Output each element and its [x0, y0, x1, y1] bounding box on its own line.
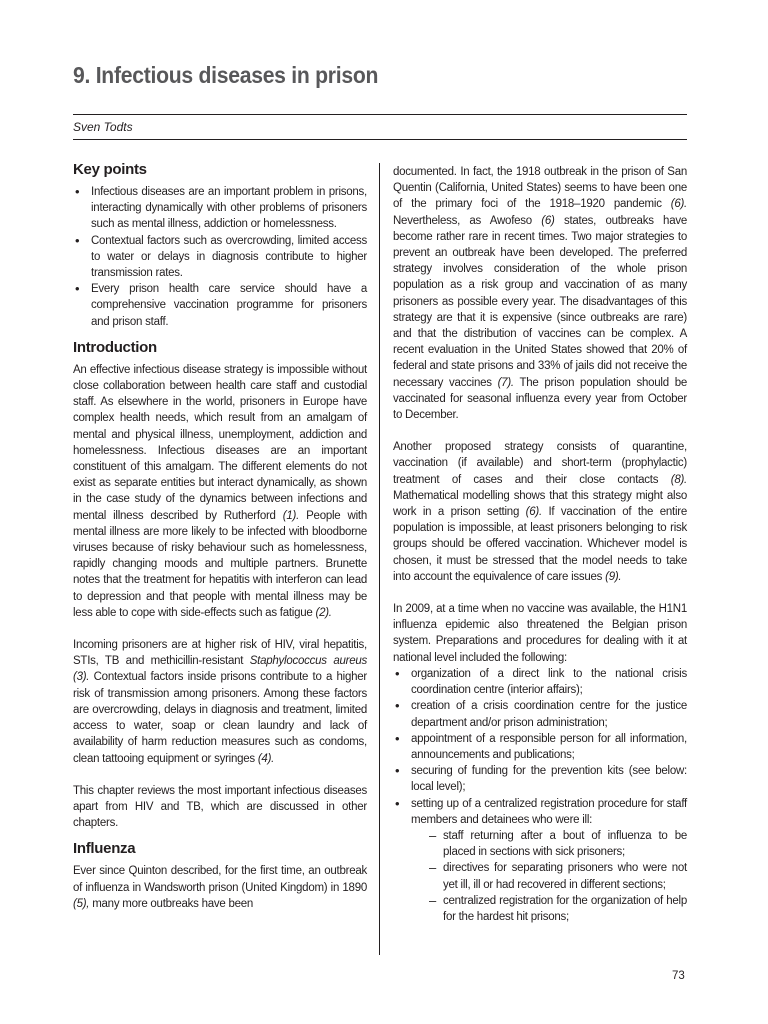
title-rule-bottom: [73, 139, 687, 140]
registration-sublist: [411, 828, 687, 925]
key-point-item: • Contextual factors such as overcrowding, limited access to water or delays in diagnosis contribute to higher transmission rates.: [73, 233, 367, 282]
preparation-item: • appointment of a responsible person for all information, announcements and publications;: [393, 731, 687, 763]
key-point-item: • Infectious diseases are an important problem in prisons, interacting dynamically with other problems of prisoners such as mental illness, addiction or homelessness.: [73, 184, 367, 233]
reference: (5),: [73, 897, 90, 910]
registration-subitem: – staff returning after a bout of influenza to be placed in sections with sick prisoners;: [429, 828, 687, 860]
right-column: [393, 164, 687, 925]
introduction-paragraph: This chapter reviews the most important infectious diseases apart from HIV and TB, which are discussed in other chapters.: [73, 784, 367, 830]
reference: (7).: [497, 376, 514, 389]
column-divider: [379, 163, 380, 955]
reference: (8).: [670, 473, 687, 486]
preparations-list: [393, 666, 687, 925]
reference: (6): [541, 214, 555, 227]
introduction-paragraph: Incoming prisoners are at higher risk of HIV, viral hepatitis, STIs, TB and methicillin-resistant Staphylococcus aureus (3). Contextual factors inside prisons contribute to a higher risk of transmission among prisoners. Among these factors are overcrowding, delays in diagnosis and treatment, limited access to water, soap or clean laundry and lack of availability of harm reduction measures such as condoms, clean tattooing equipment or syringes (4).: [73, 639, 367, 765]
influenza-paragraph: Another proposed strategy consists of quarantine, vaccination (if available) and short-term (prophylactic) treatment of cases and their close contacts (8). Mathematical modelling shows that this strategy might also work in a prison setting (6). If vaccination of the entire population is impossible, at least prisoners belonging to risk groups should be offered vaccination. Whichever model is chosen, it must be stressed that the model needs to take into account the equivalence of care issues (9).: [393, 441, 687, 583]
species-name: Staphylococcus aureus (3).: [73, 655, 367, 684]
author-name: Sven Todts: [73, 120, 133, 134]
key-points-list: [73, 184, 367, 330]
title-rule-top: [73, 114, 687, 115]
reference: (4).: [257, 752, 275, 765]
preparation-item: • creation of a crisis coordination centre for the justice department and/or prison administration;: [393, 698, 687, 730]
reference: (9).: [605, 570, 622, 583]
registration-subitem: – centralized registration for the organization of help for the hardest hit prisons;: [429, 893, 687, 925]
reference: (2).: [315, 606, 332, 619]
registration-subitem: – directives for separating prisoners who were not yet ill, ill or had recovered in different sections;: [429, 860, 687, 892]
introduction-paragraph: An effective infectious disease strategy is impossible without close collaboration between health care staff and custodial staff. As elsewhere in the world, prisoners in Europe have complex health needs, which result from an amalgam of mental and physical illness, unemployment, addiction and homelessness. Infectious diseases are an important constituent of this amalgam. The different elements do not exist as separate entities but interact dynamically, as shown in the case study of the dynamics between infections and mental illness described by Rutherford (1). People with mental illness are more likely to be infected with bloodborne viruses because of risky behaviour such as homelessness, rapidly changing moods and multiple partners. Brunette notes that the treatment for hepatitis with interferon can lead to depression and that people with mental illness may be less able to cope with side-effects such as fatigue (2).: [73, 363, 367, 619]
influenza-heading: Influenza: [73, 840, 136, 858]
influenza-paragraph: documented. In fact, the 1918 outbreak in the prison of San Quentin (California, United States) seems to have been one of the primary foci of the 1918–1920 pandemic (6). Nevertheless, as Awofeso (6) states, outbreaks have become rather rare in recent times. Two major strategies to prevent an outbreak have been developed. The preferred strategy involves consideration of the whole prison population as a risk group and vaccination of as many prisoners as possible every year. The disadvantages of this strategy are that it is expensive (since outbreaks are rare) and that the distribution of vaccines can be complex. A recent evaluation in the United States showed that 20% of federal and state prisons and 33% of jails did not receive the necessary vaccines (7). The prison population should be vaccinated for seasonal influenza every year from October to December.: [393, 166, 687, 422]
influenza-paragraph: In 2009, at a time when no vaccine was available, the H1N1 influenza epidemic also threatened the Belgian prison system. Preparations and procedures for dealing with it at national level included the following:: [393, 603, 687, 664]
reference: (6).: [525, 506, 542, 519]
left-column: [73, 160, 367, 912]
preparation-item: • securing of funding for the prevention kits (see below: local level);: [393, 763, 687, 795]
key-point-item: • Every prison health care service should have a comprehensive vaccination programme for prisoners and prison staff.: [73, 281, 367, 330]
introduction-heading: Introduction: [73, 338, 157, 356]
reference: (6).: [670, 198, 687, 211]
key-points-heading: Key points: [73, 161, 147, 178]
preparation-item: • setting up of a centralized registration procedure for staff members and detainees who were ill: – staff returning after a bout of influenza to be placed in sections with sick prisoners; – directives for separating prisoners who were not yet ill, ill or had recovered in different sections; – centralized registration for the organization of help for the hardest hit prisons;: [393, 796, 687, 926]
page-title: 9. Infectious diseases in prison: [73, 62, 379, 88]
influenza-paragraph: Ever since Quinton described, for the first time, an outbreak of influenza in Wandsworth prison (United Kingdom) in 1890 (5), many more outbreaks have been: [73, 865, 367, 910]
page-number: 73: [672, 970, 685, 982]
preparation-item: • organization of a direct link to the national crisis coordination centre (interior affairs);: [393, 666, 687, 698]
reference: (1).: [282, 509, 300, 522]
